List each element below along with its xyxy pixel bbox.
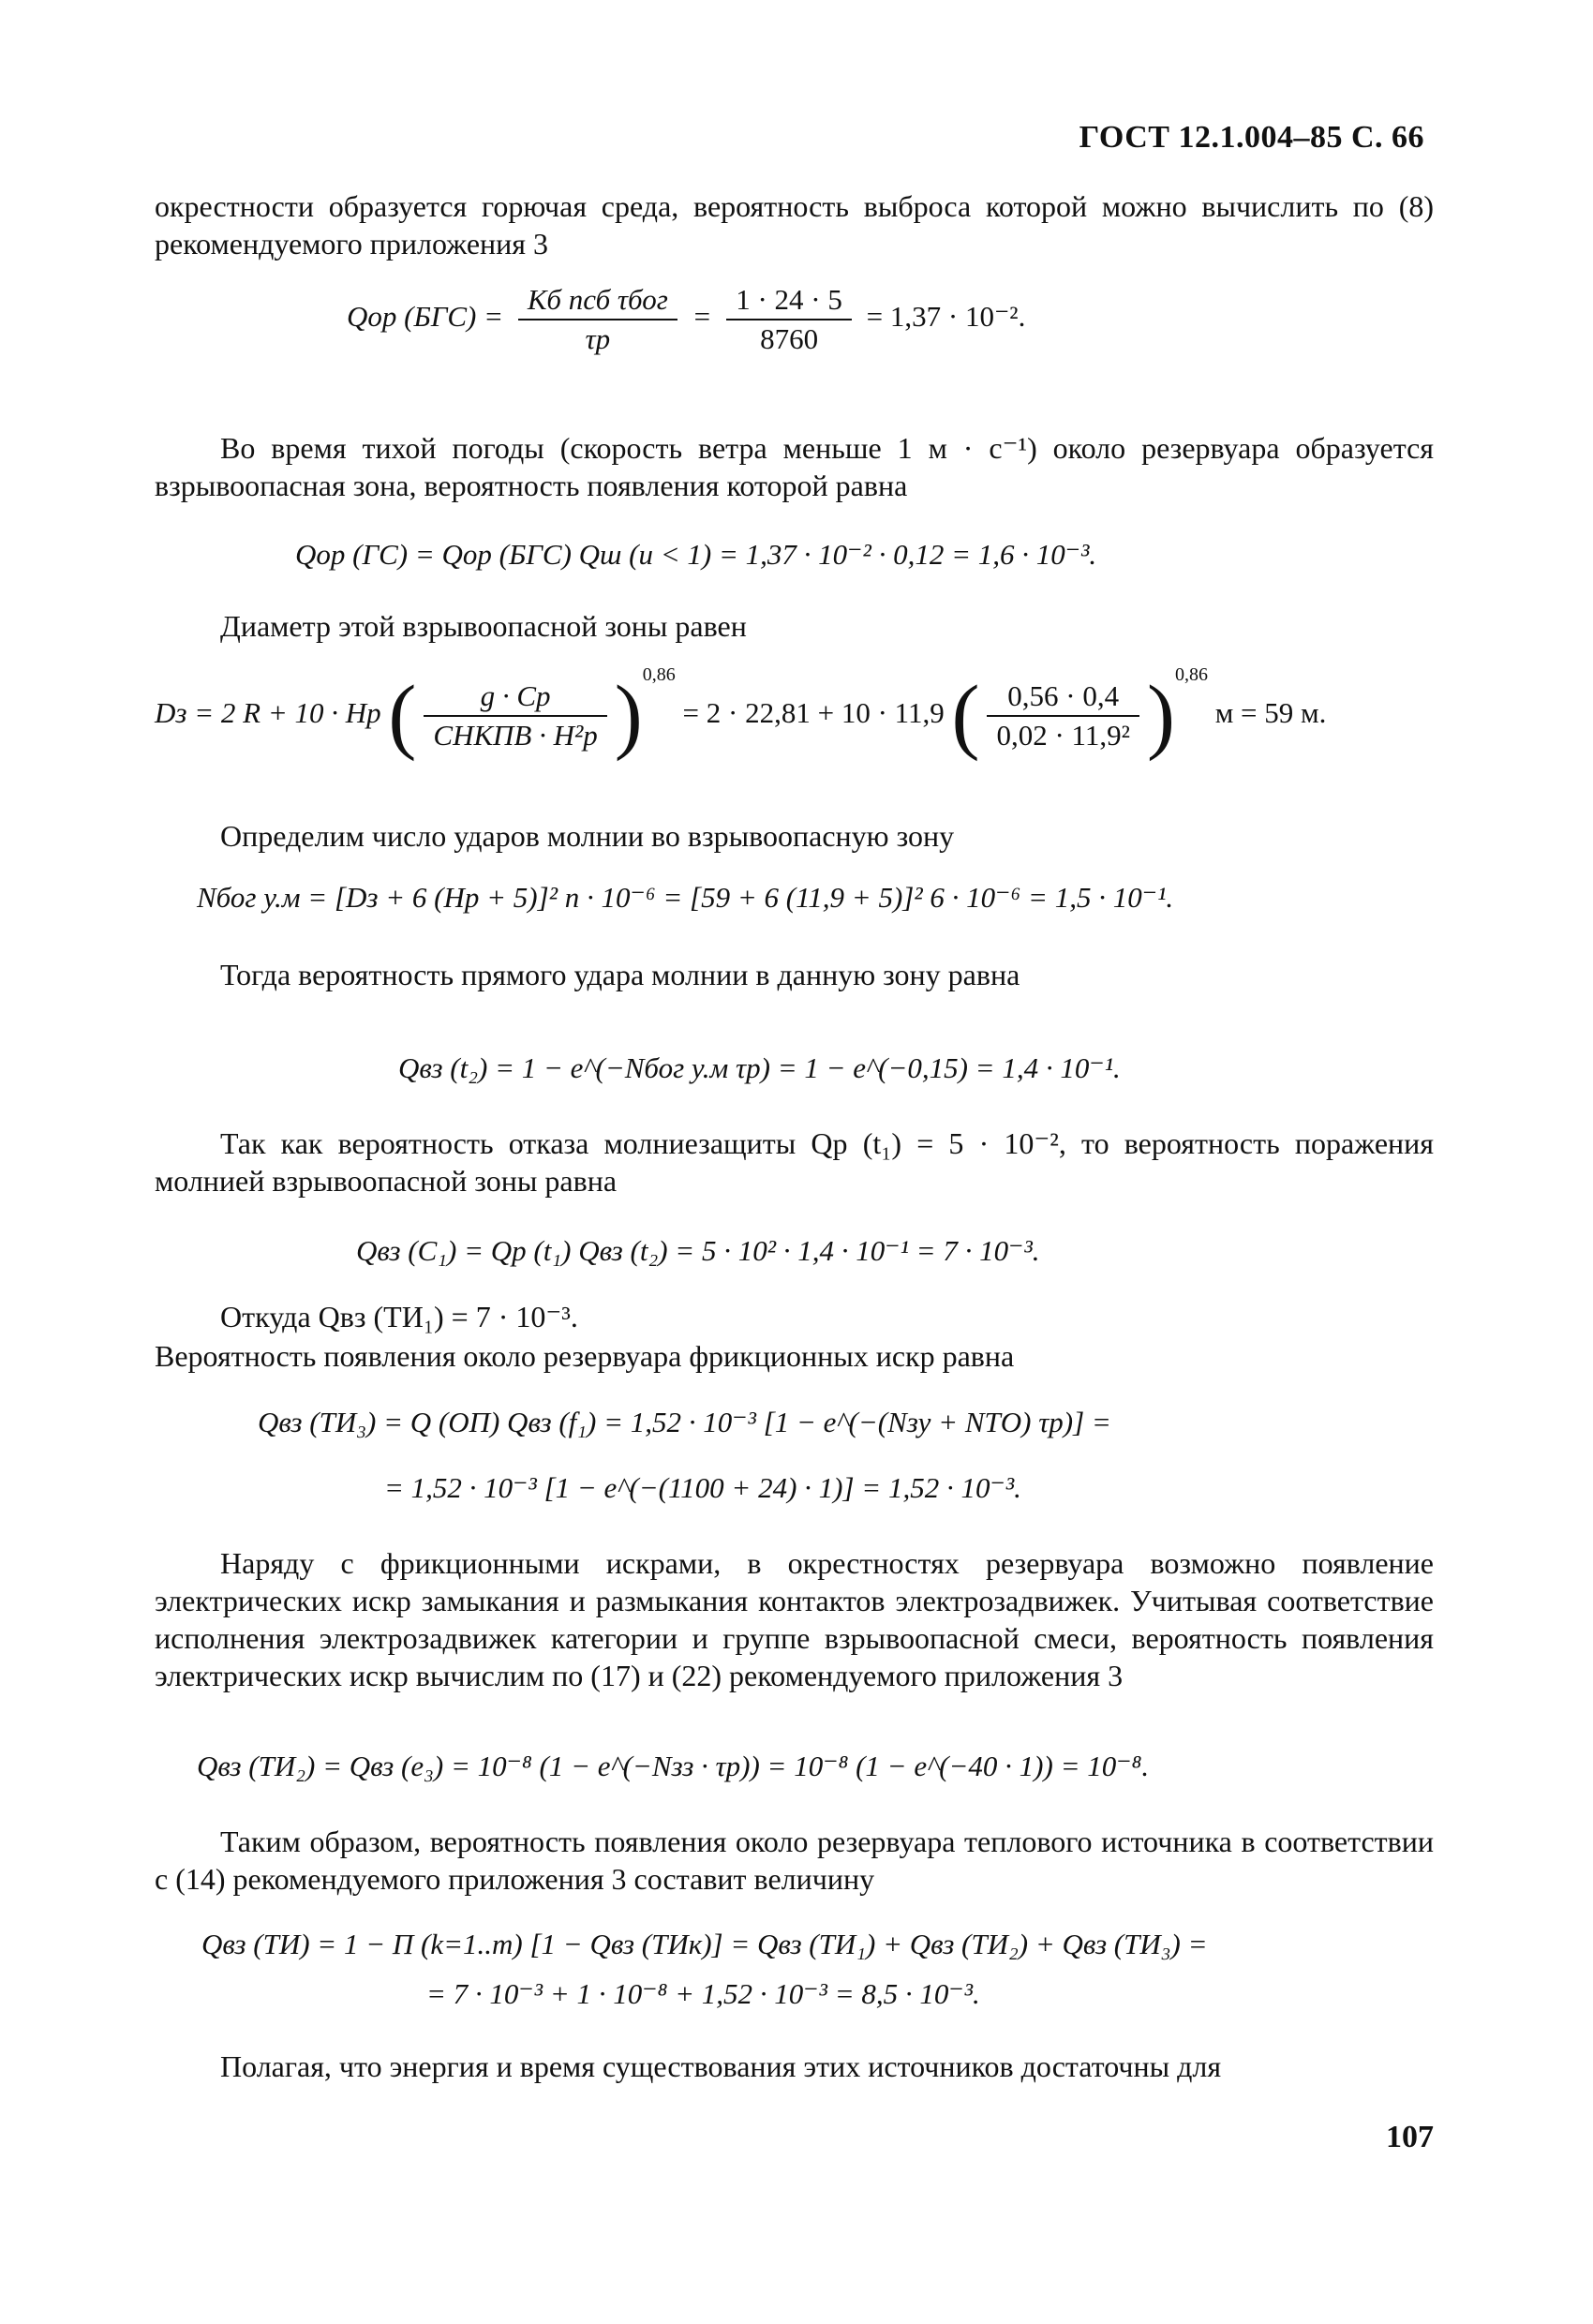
paragraph: Полагая, что энергия и время существования этих источников достаточны для (220, 2049, 1222, 2083)
equals-sign: = (692, 300, 712, 334)
paragraph: Таким образом, вероятность появления около резервуара теплового источника в соответствии с (14) рекомендуемого приложения 3 составит величину (155, 1825, 1434, 1896)
formula-electric-sparks: Qвз (ТИ₂) = Qвз (e₃) = 10⁻⁸ (1 − e^(−Nзз · τр)) = 10⁻⁸ (1 − e^(−40 · 1)) = 10⁻⁸. (197, 1750, 1150, 1782)
formula-heat-source-line2: = 7 · 10⁻³ + 1 · 10⁻⁸ + 1,52 · 10⁻³ = 8,5 · 10⁻³. (426, 1977, 980, 2010)
fraction (987, 678, 1139, 754)
formula-direct-strike: Qвз (t₂) = 1 − e^(−Nбог у.м τр) = 1 − e^(−0,15) = 1,4 · 10⁻¹. (398, 1051, 1121, 1084)
paragraph: Определим число ударов молнии во взрывоопасную зону (220, 819, 955, 853)
paragraph: Во время тихой погоды (скорость ветра меньше 1 м · с⁻¹) около резервуара образуется взрывоопасная зона, вероятность появления которой равна (155, 431, 1434, 502)
formula-probability-gs: Qор (ГС) = Qор (БГС) Qш (u < 1) = 1,37 · 10⁻² · 0,12 = 1,6 · 10⁻³. (295, 538, 1097, 571)
formula-zone-damage: Qвз (C₁) = Qр (t₁) Qвз (t₂) = 5 · 10² · 1,4 · 10⁻¹ = 7 · 10⁻³. (356, 1234, 1040, 1267)
paragraph: Тогда вероятность прямого удара молнии в данную зону равна (220, 958, 1020, 991)
fraction-denominator: 8760 (760, 322, 819, 355)
fraction-numerator: 1 · 24 · 5 (726, 281, 852, 320)
fraction (726, 281, 852, 358)
paragraph: Так как вероятность отказа молниезащиты Qр (t₁) = 5 · 10⁻², то вероятность поражения молнией взрывоопасной зоны равна (155, 1126, 1434, 1198)
page-number: 107 (1386, 2120, 1434, 2154)
left-paren: ( (951, 668, 980, 762)
formula-middle: = 2 · 22,81 + 10 · 11,9 (682, 696, 945, 729)
fraction-numerator: 0,56 · 0,4 (987, 678, 1139, 717)
formula-heat-source-line1: Qвз (ТИ) = 1 − Π (k=1..m) [1 − Qвз (ТИк)] = Qвз (ТИ₁) + Qвз (ТИ₂) + Qвз (ТИ₃) = (201, 1928, 1208, 1960)
left-paren: ( (388, 668, 417, 762)
formula-lightning-strikes: Nбог у.м = [Dз + 6 (Hр + 5)]² n · 10⁻⁶ = [59 + 6 (11,9 + 5)]² 6 · 10⁻⁶ = 1,5 · 10⁻¹. (197, 881, 1174, 914)
formula-lhs: Qор (БГС) = (347, 300, 504, 334)
formula-lhs: Dз = 2 R + 10 · Hр (155, 696, 381, 729)
paragraph: Диаметр этой взрывоопасной зоны равен (220, 609, 747, 643)
fraction-numerator: g · Cр (424, 678, 606, 717)
fraction-denominator: τр (585, 322, 611, 355)
paragraph: Откуда Qвз (ТИ₁) = 7 · 10⁻³. (220, 1300, 578, 1333)
fraction-numerator: Кб nсб τбог (518, 281, 677, 320)
formula-zone-diameter (155, 656, 1327, 762)
exponent: 0,86 (1174, 664, 1208, 685)
fraction-denominator: CНКПВ · H²р (433, 718, 598, 752)
fraction-denominator: 0,02 · 11,9² (996, 718, 1130, 752)
exponent: 0,86 (642, 664, 676, 685)
paragraph: Вероятность появления около резервуара фрикционных искр равна (155, 1339, 1015, 1373)
right-paren: ) (614, 668, 643, 762)
fraction (518, 281, 677, 358)
formula-result: м = 59 м. (1214, 696, 1327, 729)
right-paren: ) (1146, 668, 1175, 762)
paragraph: Наряду с фрикционными искрами, в окрестностях резервуара возможно появление электрических искр замыкания и размыкания контактов электрозадвижек. Учитывая соответствие исполнения электрозадвижек категории и группе взрывоопасной смеси, вероятность появления электрических искр вычислим по (17) и (22) рекомендуемого приложения 3 (155, 1546, 1434, 1692)
fraction (424, 678, 606, 754)
paragraph: окрестности образуется горючая среда, вероятность выброса которой можно вычислить по (8) рекомендуемого приложения 3 (155, 189, 1434, 261)
formula-friction-sparks-line2: = 1,52 · 10⁻³ [1 − e^(−(1100 + 24) · 1)] = 1,52 · 10⁻³. (384, 1471, 1021, 1504)
formula-result: = 1,37 · 10⁻². (866, 300, 1026, 334)
document-header: ГОСТ 12.1.004–85 С. 66 (1079, 120, 1424, 155)
formula-probability-bgs (347, 281, 1025, 358)
formula-friction-sparks-line1: Qвз (ТИ₃) = Q (ОП) Qвз (f₁) = 1,52 · 10⁻³ [1 − e^(−(Nзу + NТО) τр)] = (258, 1406, 1111, 1438)
